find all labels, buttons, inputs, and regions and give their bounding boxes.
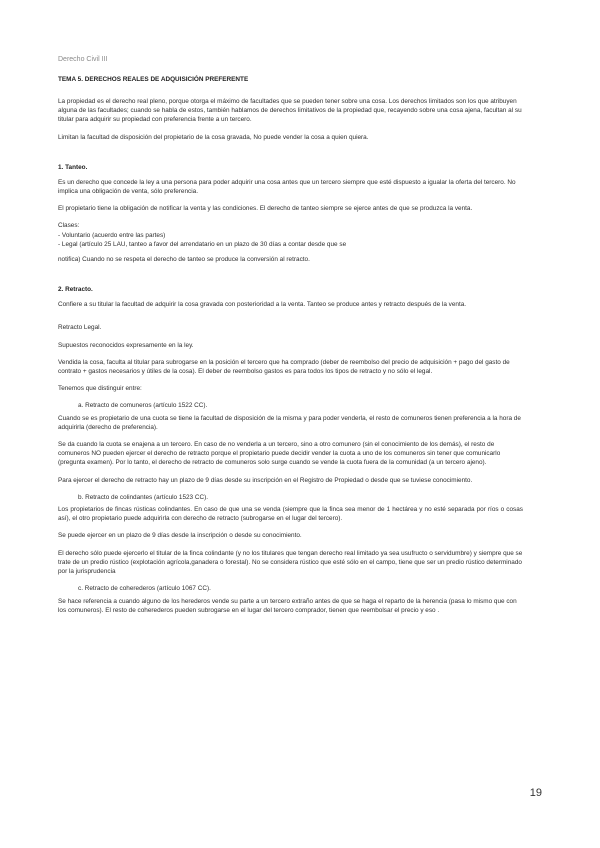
retracto-supuestos: Supuestos reconocidos expresamente en la ley. (58, 341, 194, 349)
retracto-colindantes-paragraph-2: Se puede ejercer en un plazo de 9 días desde la inscripción o desde su conocimiento. (58, 532, 302, 540)
retracto-legal-label: Retracto Legal. (58, 324, 102, 332)
retracto-colindantes-paragraph-3: El derecho sólo puede ejercerlo el titular de la finca colindante (y no los titulares que tengan derecho real limitado ya sea usufructo o servidumbre) y siempre que se trate de un predio rústico (explotación agrícola,ganadera o forestal). No se considera rústico que esté sólo en el campo, tiene que ser un predio rústico determinado por la jurisprudencia (58, 549, 523, 576)
retracto-comuneros-paragraph-1: Cuando se es propietario de una cuota se tiene la facultad de disposición de la misma y para poder venderla, el resto de comuneros tienen preferencia a la hora de adquirirla (derecho de preferencia). (58, 414, 521, 431)
section-heading-retracto: 2. Retracto. (58, 286, 93, 294)
clase-voluntario: - Voluntario (acuerdo entre las partes) (58, 231, 166, 239)
page-number: 19 (529, 787, 542, 799)
tanteo-clases-continuation: notifica) Cuando no se respeta el derecho de tanteo se produce la conversión al retracto. (58, 256, 310, 264)
retracto-coherederos-label: c. Retracto de coherederos (artículo 1067 CC). (78, 585, 211, 593)
retracto-colindantes-label: b. Retracto de colindantes (artículo 1523 CC). (78, 493, 209, 501)
intro-paragraph-1: La propiedad es el derecho real pleno, porque otorga el máximo de facultades que se pueden tener sobre una cosa. Los derechos limitados son los que atribuyen alguna de las facultades; cuando se habla de estos, también hablamos de derechos limitativos de la propiedad que, recayendo sobre una cosa ajena, facultan al su titular para adquirir su propiedad con preferencia frente a un tercero. (58, 98, 522, 124)
clases-label: Clases: (58, 222, 80, 230)
running-header: Derecho Civil III (58, 56, 108, 63)
tanteo-paragraph-1: Es un derecho que concede la ley a una persona para poder adquirir una cosa antes que un tercero siempre que esté dispuesto a igualar la oferta del tercero. No implica una obligación de venta, sólo preferencia. (58, 178, 516, 196)
tanteo-clases (58, 221, 523, 249)
retracto-coherederos-paragraph-1: Se hace referencia a cuando alguno de los herederos vende su parte a un tercero extraño antes de que se haga el reparto de la herencia (pasa lo mismo que con los comuneros). El resto de coherederos pueden subrogarse en el lugar del tercero comprador, tienen que reembolsar el precio y eso . (58, 597, 517, 614)
chapter-title: TEMA 5. DERECHOS REALES DE ADQUISICIÓN PREFERENTE (58, 76, 249, 83)
intro-paragraph-2: Limitan la facultad de disposición del propietario de la cosa gravada, No puede vender la cosa a quien quiera. (58, 133, 369, 141)
retracto-colindantes-paragraph-1: Los propietarios de fincas rústicas colindantes. En caso de que una se venda (siempre que la finca sea menor de 1 hectárea y no esté separada por ríos o cosas así), el otro propietario puede adquirirla con derecho de retracto (subrogarse en el lugar del tercero). (58, 506, 523, 523)
document-page (58, 56, 523, 623)
retracto-comuneros-paragraph-2: Se da cuando la cuota se enajena a un tercero. En caso de no venderla a un tercero, sino a otro comunero (sin el conocimiento de los demás), el resto de comuneros NO pueden ejercer el derecho de retracto porque el propietario puede decidir vender la cuota a uno de los comuneros sin tener que comunicarlo (pregunta examen). Por lo tanto, el derecho de retracto de comuneros solo surge cuando se vende la cuota fuera de la comunidad (a un tercero ajeno). (58, 441, 501, 467)
clase-legal: - Legal (artículo 25 LAU, tanteo a favor del arrendatario en un plazo de 30 días a contar desde que se (58, 240, 347, 248)
retracto-comuneros-paragraph-3: Para ejercer el derecho de retracto hay un plazo de 9 días desde su inscripción en el Registro de Propiedad o desde que se tuviese conocimiento. (58, 476, 473, 484)
retracto-comuneros-label: a. Retracto de comuneros (artículo 1522 CC). (78, 402, 208, 410)
retracto-paragraph-vendida: Vendida la cosa, faculta al titular para subrogarse en la posición el tercero que ha comprado (deber de reembolso del precio de adquisición + pago del gasto de contrato + gastos necesarios y útiles de la cosa). El deber de reembolso gastos es para todos los tipos de retracto y no sólo el legal. (58, 358, 510, 376)
section-heading-tanteo: 1. Tanteo. (58, 163, 88, 171)
retracto-distinguir: Tenemos que distinguir entre: (58, 385, 142, 393)
retracto-paragraph-1: Confiere a su titular la facultad de adquirir la cosa gravada con posterioridad a la venta. Tanteo se produce antes y retracto después de la venta. (58, 301, 467, 309)
tanteo-paragraph-2: El propietario tiene la obligación de notificar la venta y las condiciones. El derecho de tanteo siempre se ejerce antes de que se produzca la venta. (58, 205, 473, 213)
